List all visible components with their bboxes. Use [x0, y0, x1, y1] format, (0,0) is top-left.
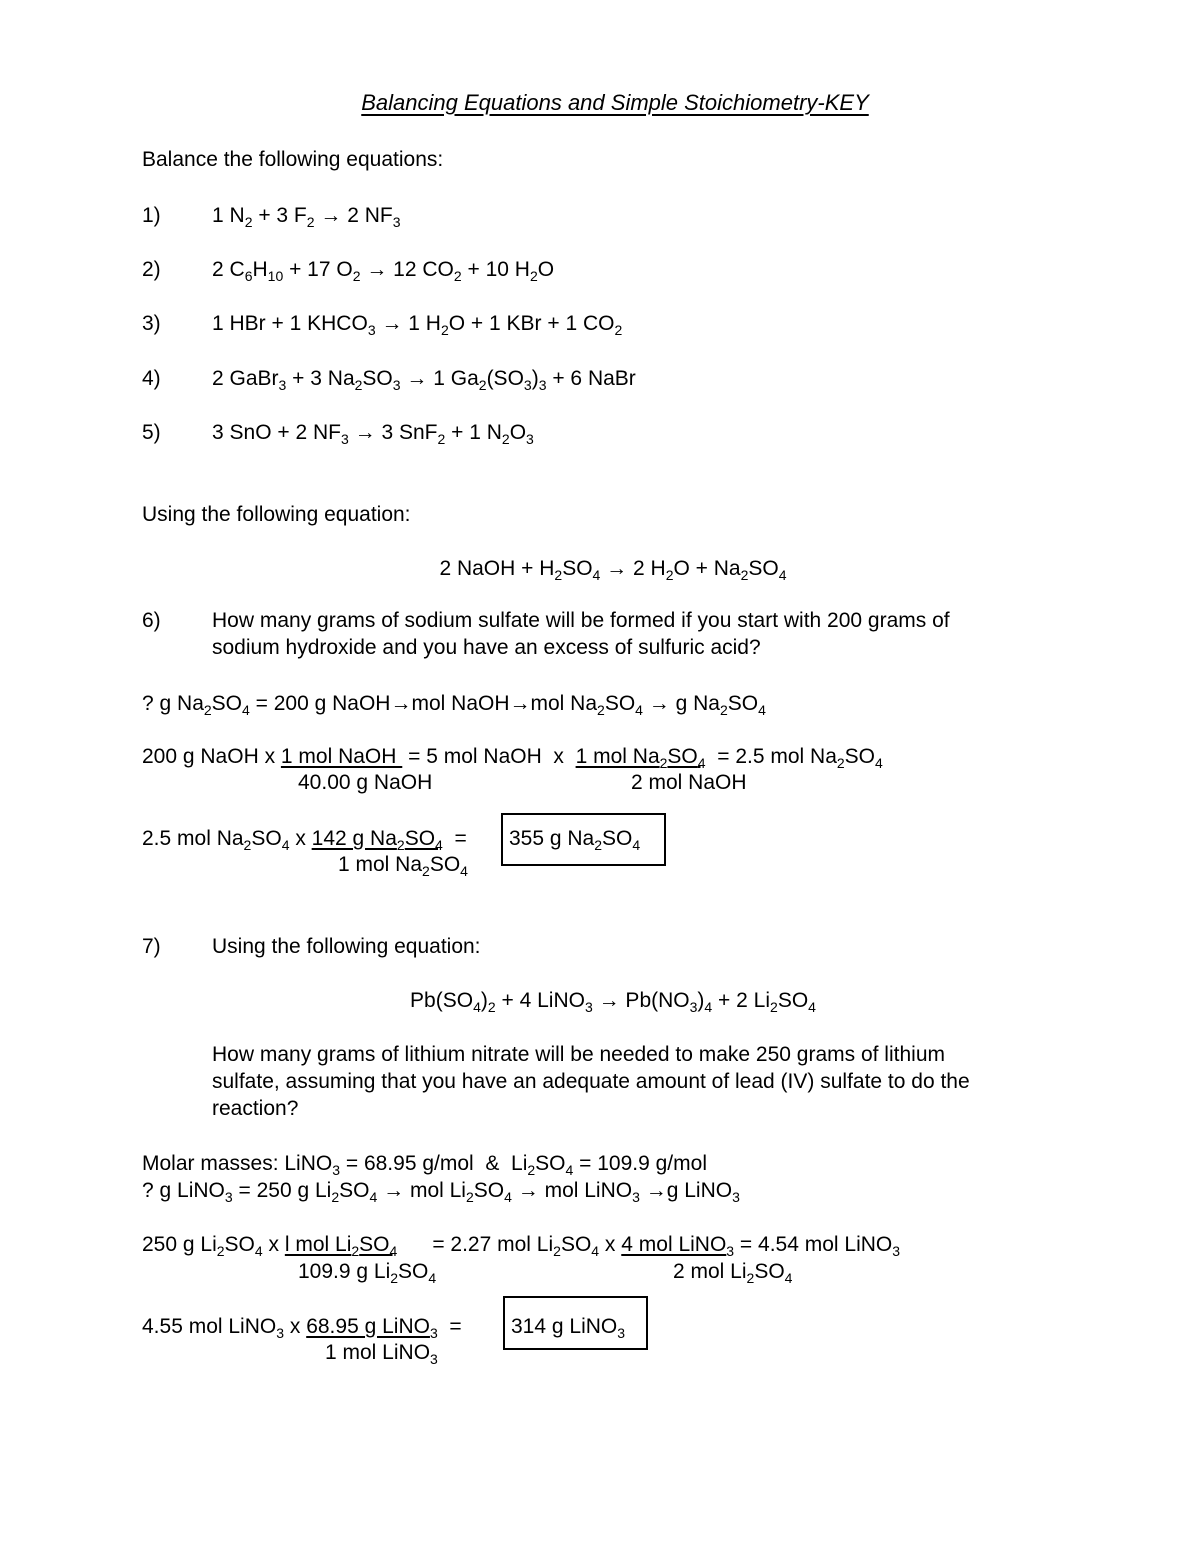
- problem-number: 6): [142, 609, 161, 632]
- equation-5: 3 SnO + 2 $NF_3 \to 3$ SnF$_2$ + 1 $N_2O_3$: [212, 421, 534, 447]
- equation-2: 2 $C_6H_{10} + 17$ $O_2 \to 12$ $CO_2 + 10$ $H_2O$: [212, 258, 555, 284]
- question-text: How many grams of lithium nitrate will be needed to make 250 grams of lithium: [212, 1043, 945, 1066]
- solution-path: ? g LiNO$_3$ = 250 g $Li_2SO_4$ → mol $Li_2SO_4$ → mol LiNO$_3$ →g LiNO$_3$: [142, 1179, 740, 1205]
- calculation-step: 200 g NaOH x 1 mol NaOH = 5 mol NaOH x 1 mol $Na_2SO_4 = 2.5$ mol $Na_2SO_4$: [142, 745, 883, 771]
- problem-number: 3): [142, 312, 161, 335]
- denominator: 2 mol $Li_2SO_4$: [673, 1260, 793, 1286]
- question-text: reaction?: [212, 1097, 299, 1120]
- denominator: 2 mol NaOH: [631, 771, 747, 794]
- instructions: Balance the following equations:: [142, 148, 444, 171]
- question-text: Using the following equation:: [212, 935, 481, 958]
- denominator: 109.9 g $Li_2SO_4$: [298, 1260, 437, 1286]
- denominator: 1 mol LiNO$_3$: [325, 1341, 438, 1367]
- equation-3: 1 HBr + 1 $KHCO_3 \to 1$ $H_2O + 1$ KBr + 1 $CO_2$: [212, 312, 623, 338]
- problem-number: 4): [142, 367, 161, 390]
- solution-path: ? g $Na_2SO_4 = 200$ g NaOH→mol NaOH→mol $Na_2SO_4 \to g$ $Na_2SO_4$: [142, 692, 766, 718]
- calculation-step: 2.5 mol $Na_2SO_4$ x 142 g $Na_2SO_4$ =: [142, 827, 467, 853]
- calculation-step: 4.55 mol LiNO$_3$ x 68.95 g LiNO$_3$ =: [142, 1315, 462, 1341]
- page-title: Balancing Equations and Simple Stoichiometry-KEY: [361, 90, 869, 115]
- question-text: sulfate, assuming that you have an adequate amount of lead (IV) sulfate to do the: [212, 1070, 970, 1093]
- final-answer: 314 g LiNO$_3$: [511, 1315, 626, 1341]
- denominator: 40.00 g NaOH: [298, 771, 433, 794]
- problem-number: 2): [142, 258, 161, 281]
- reaction-equation: $Pb(SO_4)_2 + 4$ LiNO$_3$ → $Pb(NO_3)_4 + 2$ $Li_2SO_4$: [410, 989, 816, 1015]
- question-text: How many grams of sodium sulfate will be formed if you start with 200 grams of: [212, 609, 950, 632]
- reaction-equation: 2 NaOH + $H_2SO_4 \to 2$ $H_2O + Na_2SO_4$: [439, 557, 787, 583]
- problem-number: 1): [142, 204, 161, 227]
- final-answer: 355 g $Na_2SO_4$: [509, 827, 641, 853]
- equation-4: 2 GaBr$_3$ + 3 $Na_2SO_3 \to 1$ $Ga_2(SO_3)_3 + 6$ NaBr: [212, 367, 636, 393]
- denominator: 1 mol $Na_2SO_4$: [338, 853, 468, 879]
- problem-number: 7): [142, 935, 161, 958]
- calculation-step: 250 g $Li_2SO_4$ x l mol $Li_2SO_4$ = 2.27 mol $Li_2SO_4$ x 4 mol LiNO$_3$ = 4.54 mol LiNO$_3$: [142, 1233, 901, 1259]
- equation-1: 1 $N_2 + 3$ $F_2 \to 2$ $NF_3$: [212, 204, 401, 230]
- problem-number: 5): [142, 421, 161, 444]
- section-heading: Using the following equation:: [142, 503, 411, 526]
- molar-masses: Molar masses: LiNO$_3$ = 68.95 g/mol & $Li_2SO_4 = 109.9$ g/mol: [142, 1152, 707, 1178]
- question-text: sodium hydroxide and you have an excess of sulfuric acid?: [212, 636, 761, 659]
